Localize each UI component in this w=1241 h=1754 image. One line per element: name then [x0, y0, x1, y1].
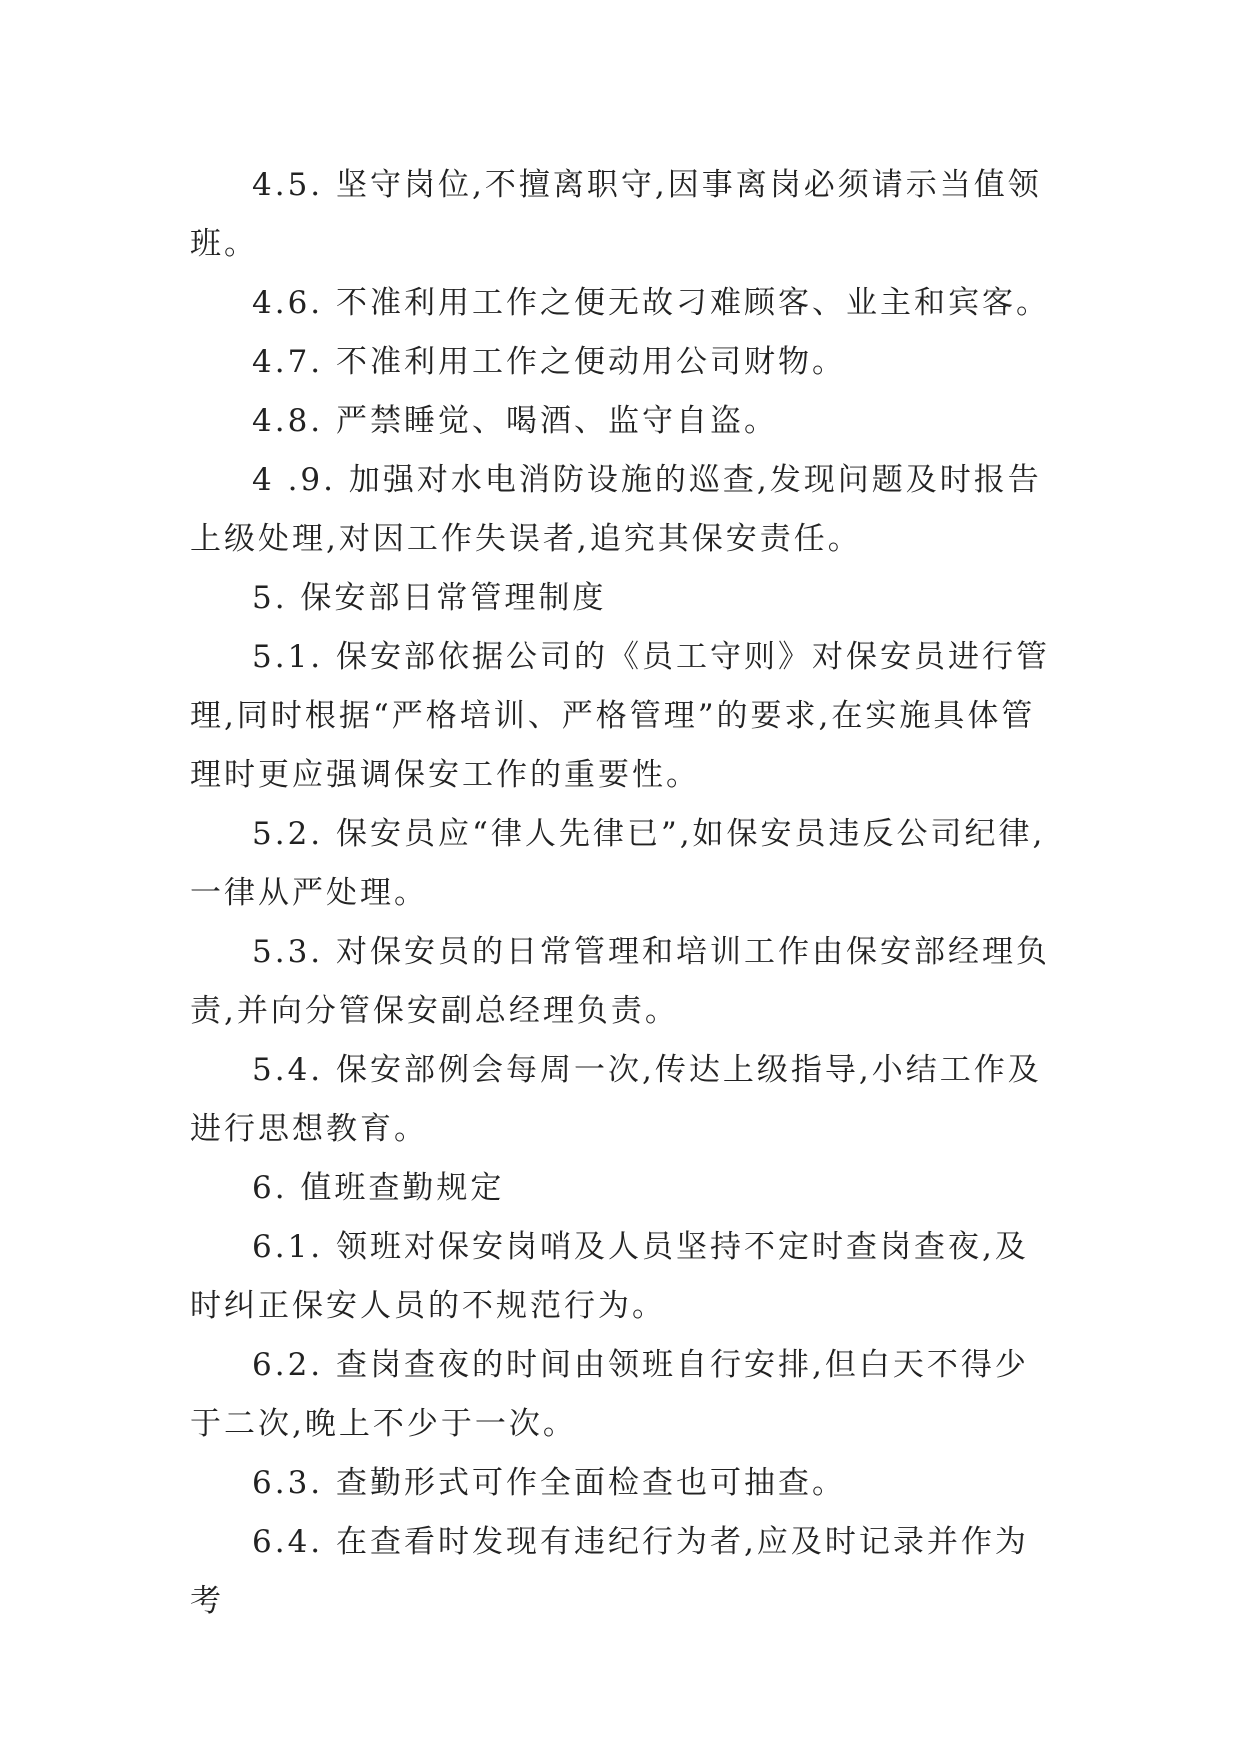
section-5-heading: 5. 保安部日常管理制度 [252, 580, 607, 616]
clause-4-7: 4.7. 不准利用工作之便动用公司财物。 [252, 344, 847, 380]
clause-5-3: 5.3. 对保安员的日常管理和培训工作由保安部经理负责,并向分管保安副总经理负责。 [190, 934, 1051, 1029]
clause-5-2: 5.2. 保安员应“律人先律已”,如保安员违反公司纪律,一律从严处理。 [190, 816, 1046, 911]
clause-6-1: 6.1. 领班对保安岗哨及人员坚持不定时查岗查夜,及时纠正保安人员的不规范行为。 [190, 1229, 1029, 1324]
clause-4-6: 4.6. 不准利用工作之便无故刁难顾客、业主和宾客。 [252, 285, 1051, 321]
clause-5-4: 5.4. 保安部例会每周一次,传达上级指导,小结工作及进行思想教育。 [190, 1052, 1042, 1147]
clause-4-5: 4.5. 坚守岗位,不擅离职守,因事离岗必须请示当值领班。 [190, 167, 1042, 262]
document-body [190, 156, 1060, 1631]
clause-6-2: 6.2. 查岗查夜的时间由领班自行安排,但白天不得少于二次,晚上不少于一次。 [190, 1347, 1029, 1442]
clause-6-3: 6.3. 查勤形式可作全面检查也可抽查。 [252, 1465, 847, 1501]
clause-5-1: 5.1. 保安部依据公司的《员工守则》对保安员进行管理,同时根据“严格培训、严格管理”的要求,在实施具体管理时更应强调保安工作的重要性。 [190, 639, 1051, 793]
clause-4-8: 4.8. 严禁睡觉、喝酒、监守自盗。 [252, 403, 779, 439]
section-6-heading: 6. 值班查勤规定 [252, 1170, 505, 1206]
clause-4-9: 4 .9. 加强对水电消防设施的巡查,发现问题及时报告上级处理,对因工作失误者,追究其保安责任。 [190, 462, 1042, 557]
clause-6-4: 6.4. 在查看时发现有违纪行为者,应及时记录并作为考 [190, 1524, 1029, 1619]
